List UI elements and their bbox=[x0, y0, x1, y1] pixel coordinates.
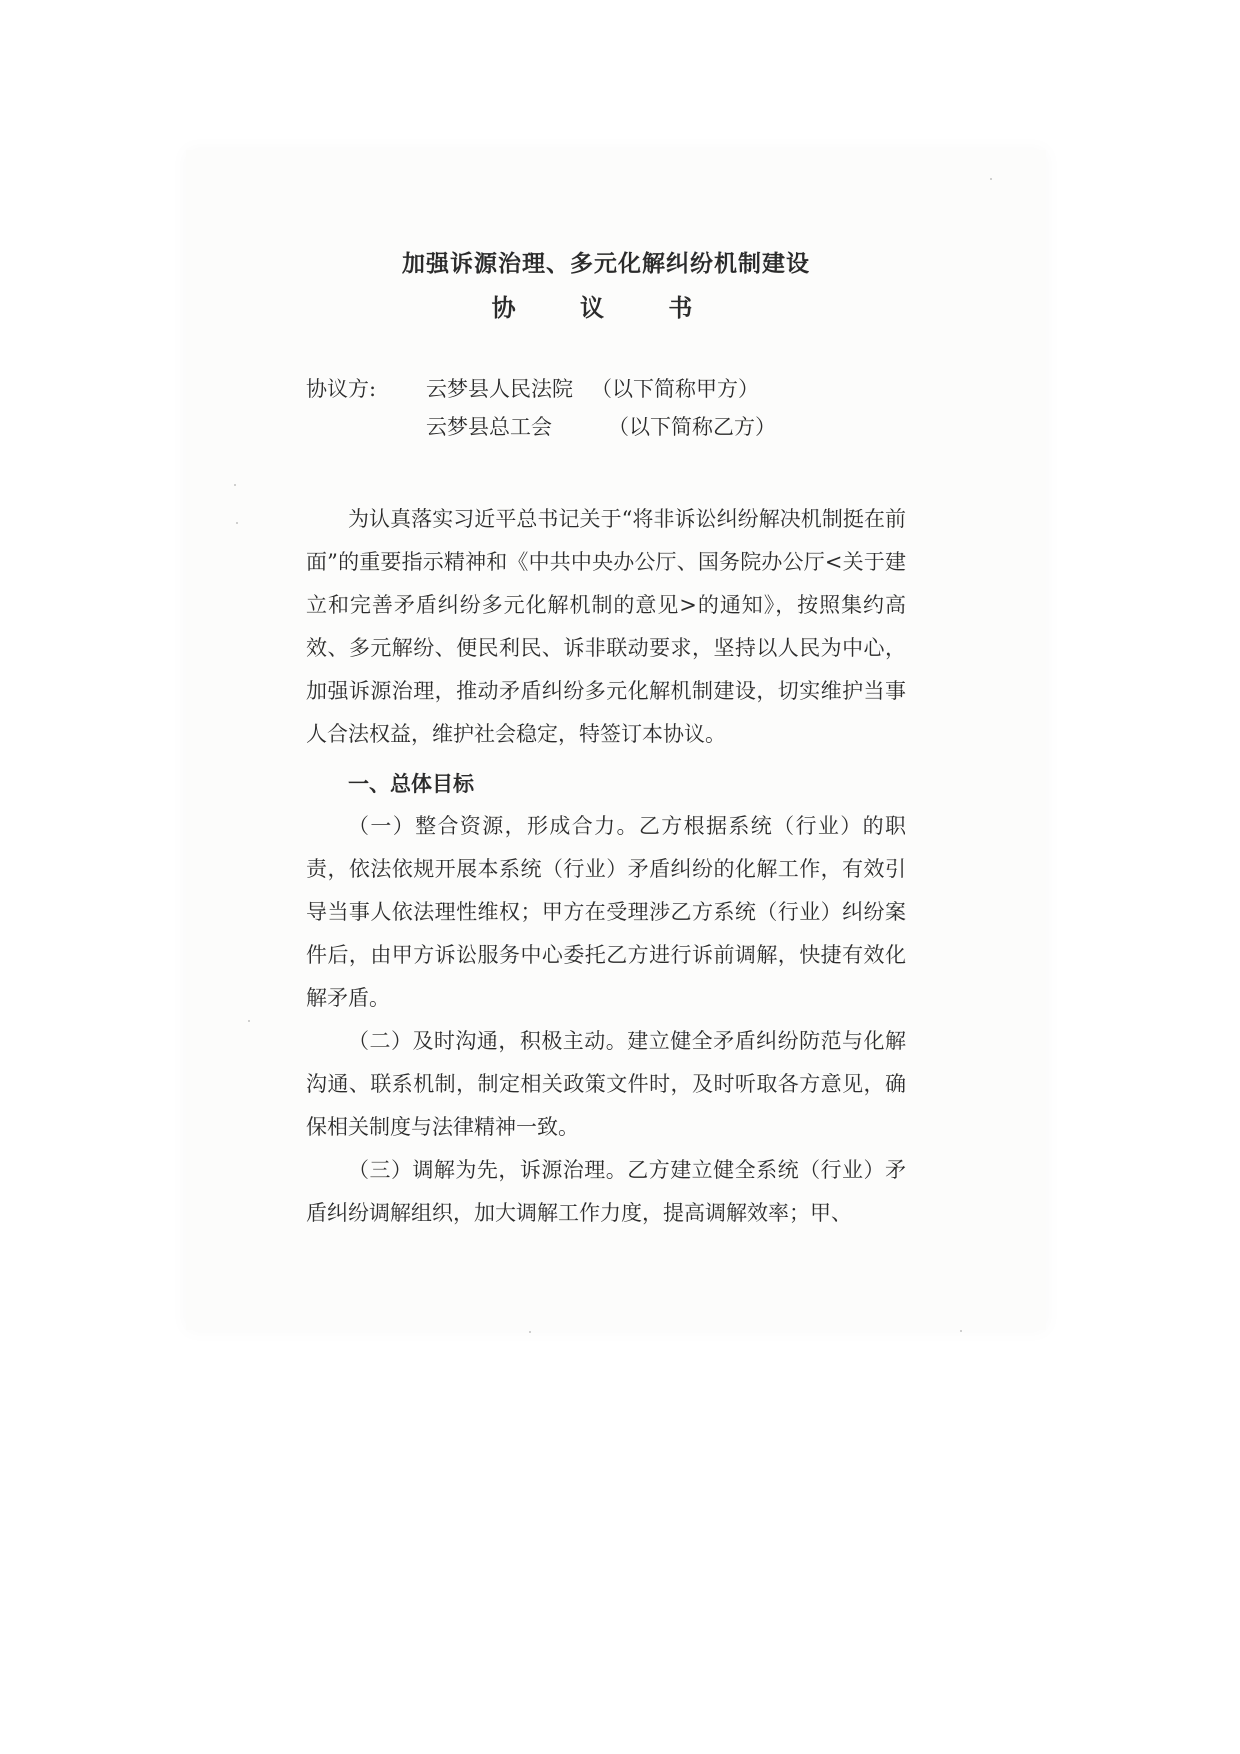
party-b-note: （以下简称乙方） bbox=[608, 415, 776, 440]
document-body bbox=[306, 498, 906, 1235]
document-title: 加强诉源治理、多元化解纠纷机制建设 bbox=[402, 250, 810, 277]
scan-speck bbox=[234, 484, 236, 486]
document-subtitle: 协 议 书 bbox=[491, 292, 721, 322]
scan-speck bbox=[960, 1330, 962, 1332]
clause-paragraph-2: （二）及时沟通，积极主动。建立健全矛盾纠纷防范与化解沟通、联系机制，制定相关政策文件时，及时听取各方意见，确保相关制度与法律精神一致。 bbox=[306, 1029, 906, 1140]
clause-paragraph-1: （一）整合资源，形成合力。乙方根据系统（行业）的职责，依法依规开展本系统（行业）矛盾纠纷的化解工作，有效引导当事人依法理性维权；甲方在受理涉乙方系统（行业）纠纷案件后，由甲方诉讼服务中心委托乙方进行诉前调解，快捷有效化解矛盾。 bbox=[306, 814, 906, 1011]
scan-speck bbox=[990, 178, 992, 180]
party-a-name: 云梦县人民法院 bbox=[426, 377, 573, 402]
section-heading: 一、总体目标 bbox=[348, 771, 474, 797]
intro-paragraph: 为认真落实习近平总书记关于“将非诉讼纠纷解决机制挺在前面”的重要指示精神和《中共中央办公厅、国务院办公厅<关于建立和完善矛盾纠纷多元化解机制的意见>的通知》，按照集约高效、多元解纷、便民利民、诉非联动要求，坚持以人民为中心，加强诉源治理，推动矛盾纠纷多元化解机制建设，切实维护当事人合法权益，维护社会稳定，特签订本协议。 bbox=[306, 507, 906, 747]
scan-speck bbox=[248, 1020, 250, 1022]
scan-speck bbox=[529, 1331, 531, 1333]
party-a-note: （以下简称甲方） bbox=[591, 377, 759, 402]
clause-paragraph-3: （三）调解为先，诉源治理。乙方建立健全系统（行业）矛盾纠纷调解组织，加大调解工作力度，提高调解效率；甲、 bbox=[306, 1158, 906, 1226]
parties-label: 协议方: bbox=[306, 377, 377, 402]
parties-block bbox=[306, 370, 906, 450]
agreement-document bbox=[306, 250, 906, 1235]
scan-speck bbox=[236, 522, 238, 524]
party-b-name: 云梦县总工会 bbox=[426, 415, 552, 440]
